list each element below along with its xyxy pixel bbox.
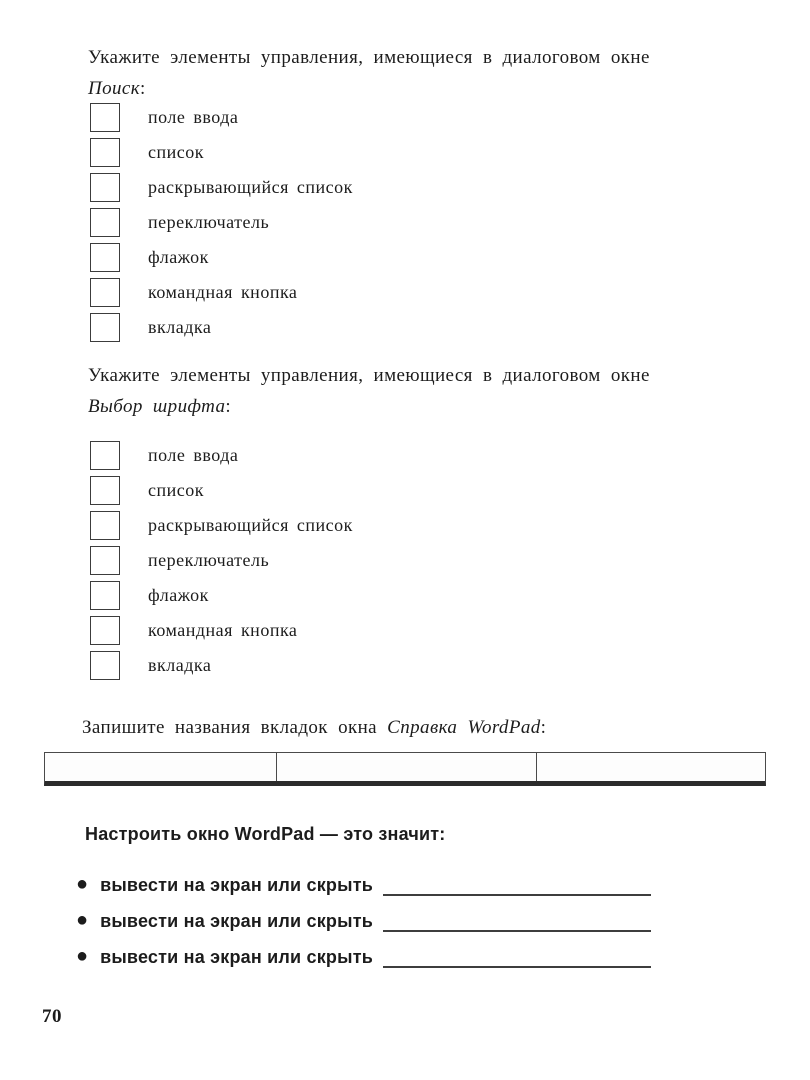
table-cell[interactable] [536, 753, 765, 781]
question2-prompt [88, 360, 748, 422]
checkbox[interactable] [90, 476, 120, 505]
page-number: 70 [42, 1006, 62, 1027]
option-row [90, 240, 353, 275]
question2-suffix: : [225, 396, 232, 417]
question2-options [90, 438, 353, 683]
option-row [90, 578, 353, 613]
checkbox[interactable] [90, 546, 120, 575]
checkbox[interactable] [90, 616, 120, 645]
option-row [90, 170, 353, 205]
bullet-item [76, 860, 651, 896]
checkbox[interactable] [90, 103, 120, 132]
option-label: раскрывающийся список [148, 177, 353, 197]
question1-options [90, 100, 353, 345]
option-label: переключатель [148, 212, 270, 232]
checkbox[interactable] [90, 511, 120, 540]
bullet-text: вывести на экран или скрыть [100, 875, 373, 895]
question1-dialog-name: Поиск [88, 78, 141, 99]
option-row [90, 438, 353, 473]
question3-prompt [82, 712, 762, 743]
option-label: поле ввода [148, 107, 239, 127]
checkbox[interactable] [90, 651, 120, 680]
question4-bullets [76, 860, 651, 968]
bullet-icon: ● [76, 945, 89, 967]
option-row [90, 100, 353, 135]
option-label: вкладка [148, 655, 212, 675]
option-row [90, 205, 353, 240]
bullet-text: вывести на экран или скрыть [100, 947, 373, 967]
option-row [90, 543, 353, 578]
question1-prompt [88, 42, 748, 104]
checkbox[interactable] [90, 208, 120, 237]
bullet-icon: ● [76, 873, 89, 895]
option-row [90, 648, 353, 683]
question2-prompt-text: Укажите элементы управления, имеющиеся в диалоговом окне [88, 365, 650, 386]
table-cell[interactable] [45, 753, 276, 781]
option-label: переключатель [148, 550, 270, 570]
checkbox[interactable] [90, 581, 120, 610]
question2-dialog-name: Выбор шрифта [88, 396, 226, 417]
option-row [90, 508, 353, 543]
write-in-line[interactable] [383, 874, 651, 896]
bullet-item [76, 896, 651, 932]
question3-prompt-text: Запишите названия вкладок окна [82, 717, 378, 738]
bullet-text: вывести на экран или скрыть [100, 911, 373, 931]
checkbox[interactable] [90, 313, 120, 342]
option-row [90, 135, 353, 170]
option-label: флажок [148, 247, 209, 267]
bullet-icon: ● [76, 909, 89, 931]
option-label: вкладка [148, 317, 212, 337]
question3-window-name: Справка WordPad [387, 717, 541, 738]
checkbox[interactable] [90, 243, 120, 272]
checkbox[interactable] [90, 278, 120, 307]
option-row [90, 473, 353, 508]
write-in-line[interactable] [383, 910, 651, 932]
checkbox[interactable] [90, 441, 120, 470]
option-label: флажок [148, 585, 209, 605]
question1-prompt-text: Укажите элементы управления, имеющиеся в диалоговом окне [88, 47, 650, 68]
option-row [90, 613, 353, 648]
checkbox[interactable] [90, 173, 120, 202]
option-label: командная кнопка [148, 620, 298, 640]
question3-suffix: : [540, 717, 547, 738]
bullet-item [76, 932, 651, 968]
checkbox[interactable] [90, 138, 120, 167]
option-row [90, 310, 353, 345]
option-label: список [148, 142, 204, 162]
option-row [90, 275, 353, 310]
tabs-answer-table [44, 752, 766, 786]
option-label: список [148, 480, 204, 500]
question1-suffix: : [140, 78, 146, 99]
option-label: раскрывающийся список [148, 515, 353, 535]
question4-prompt: Настроить окно WordPad — это значит: [85, 824, 446, 844]
write-in-line[interactable] [383, 946, 651, 968]
table-cell[interactable] [276, 753, 536, 781]
option-label: поле ввода [148, 445, 239, 465]
option-label: командная кнопка [148, 282, 298, 302]
